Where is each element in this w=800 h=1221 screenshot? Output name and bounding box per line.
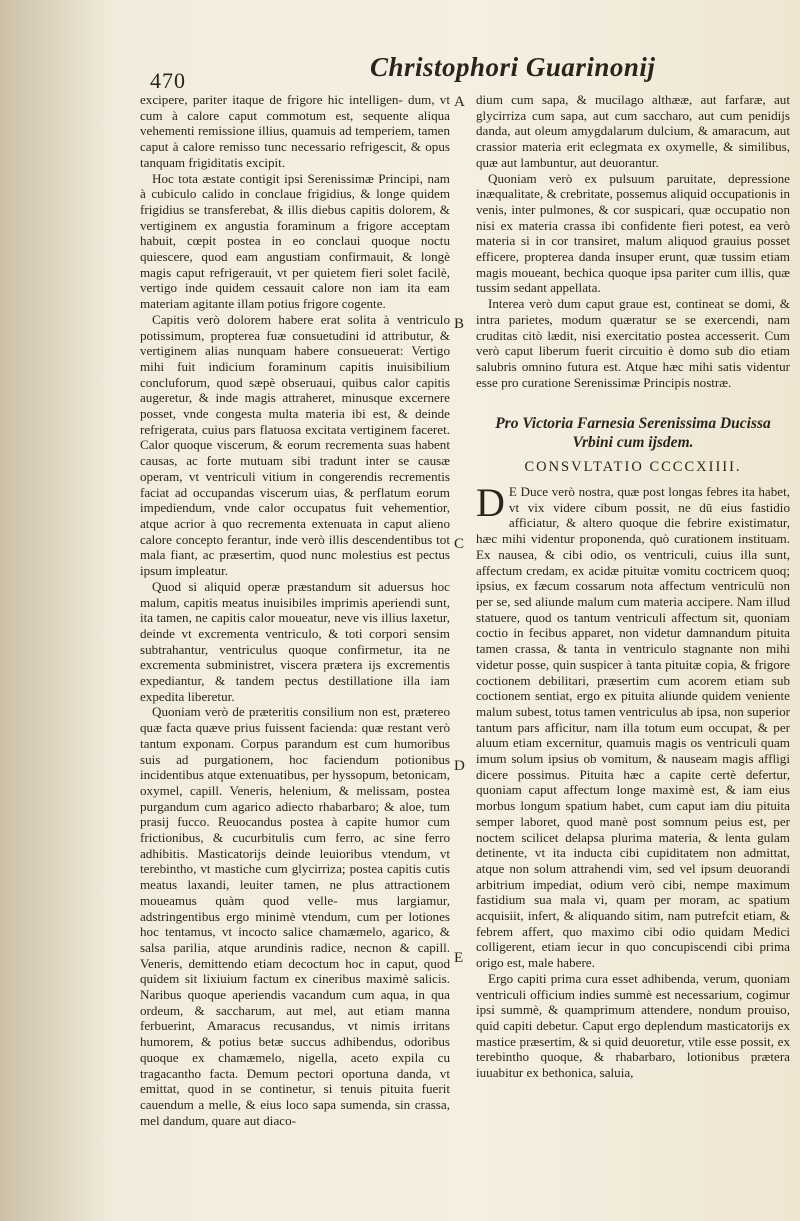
section-title	[476, 414, 790, 452]
drop-cap: D	[476, 480, 505, 526]
left-paragraph-5: Quoniam verò de præteritis consilium non est, prætereo quæ facta quæve prius fuissent facienda: quæ restant verò tantum exponam. Corpus parandum est cum humoribus suis ad purgationem, hoc faciendum potionibus incidentibus atque extenuatibus, per hyssopum, betonicam, oxymel, capill. Veneris, helenium, & melissam, postea purgandum cum agarico adiecto rhabarbaro; & aloe, tum prasij fucco. Reuocandus postea à capite humor cum frictionibus, & cucurbitulis cum ferro, ac sine ferro adhibitis. Masticatorijs deinde leuioribus vtendum, vt terebintho, vt mastiche cum glycirriza; postea capitis cutis meatus laxandi, leuiter tamen, ne plus attractionem moueamus quàm quod velle- mus largiamur, adstringentibus ergo minimè vtendum, cum per lotiones hoc tentamus, vt incocto salice chamæmelo, agarico, & salsa parilia, atque arundinis radice, necnon & capill. Veneris, demittendo etiam decoctum hoc in caput, quod quidem sit lixiuium factum ex cineribus maximè salicis. Naribus quoque aperiendis vacandum cum aqua, in qua ordeum, & saccharum, aut mel, aut etiam manna ferbuerint, Amaracus recusandus, vt nimis irritans humorem, & potius betæ succus adhibendus, odoribus quoque ex chamæmelo, nigella, aceto expila cu tragacantho facta. Demum pectori oportuna danda, vt emittat, quod in se continetur, si tenuis pituita fuerit cauendum a melle, & eius loco sapa sumenda, sin crassa, mel dandum, quare aut diaco-	[140, 704, 450, 1128]
marginal-letter-a: A	[454, 94, 465, 110]
marginal-letters	[451, 90, 473, 1210]
left-paragraph-3: Capitis verò dolorem habere erat solita à ventriculo potissimum, propterea fuæ consuetudini id attributur, & vertiginem alias nunquam habere consueuerat: Vertigo mihi fuit indicium foraminum capitis inuisibilium concluforum, quod sæpè obseruaui, quibus calor capitis augeretur, & inde magis attraheret, minusque excernere posset, vnde congesta multa materia ibi est, & deinde refrigerata, cuius pars flatuosa excitata vertiginem faceret. Calor quoque viscerum, & eorum recrementa suas habent causas, ac forte mutuam sibi tradunt inter se causæ operam, vt ventriculi vitium in congerendis recrementis faciat ad occupandas viscerum uias, & perflatum eorum impediendum, vnde calor occupatus fuit vehementior, atque acrior à quo recrementa extenuata in caput alieno calore concepto ferantur, inde verò illis descendentibus tot mala fiant, ac præsertim, quod nunc molestius est pectus ipsum impleatur.	[140, 311, 450, 579]
marginal-letter-e: E	[454, 950, 464, 966]
spine-shadow	[0, 0, 120, 1221]
left-paragraph-1: excipere, pariter itaque de frigore hic intelligen- dum, vt cum à calore caput commotum est, sequente aliqua vehementi remissione illius, quamuis ad temperiem, tamen caput à calore remisso tunc necessario refrigescit, & opus tanquam frigiditatis excipit.	[140, 92, 450, 170]
marginal-letter-b: B	[454, 316, 465, 332]
left-paragraph-2: Hoc tota æstate contigit ipsi Serenissimæ Principi, nam à cubiculo calido in conclaue frigidius, & longe quidem frigidius se transferebat, & illis diebus capitis dolorem, & vertiginem ex angustia foraminum a frigore acceptam habuit, cœpit postea in eo conclaui quoque noctu quiescere, quod eam angustiam confirmauit, & longè magis caput refrigerauit, vt per quietem fieri solet facilè, vertigo inde quidem cessauit calore non iam ita eam materiam agitante illam potius frigore cogente.	[140, 170, 450, 312]
right-paragraph-3: Interea verò dum caput graue est, contineat se domi, & intra parietes, modum quæratur se se exercendi, nam cruditas citò lædit, nisi exercitatio postea accesserit. Cum verò caput liberum fuerit circuitio è domo sub dio etiam salubris omnino futura est. Atque hæc mihi satis videntur esse pro curatione Serenissimæ Principis nostræ.	[476, 296, 790, 390]
consultatio-paragraph-2: Ergo capiti prima cura esset adhibenda, verum, quoniam ventriculi officium indies summè est necessarium, cogimur ipsi summè, & quamprimum attendere, nondum prouiso, quid capiti debetur. Caput ergo deplendum masticatorijs ex mastice præsertim, & si quid deuoretur, vtile esse possit, ex terebintho quoque, & rhabarbaro, lotionibus prætera iuuabitur ex bethonica, saluia,	[476, 970, 790, 1081]
right-paragraph-1: dium cum sapa, & mucilago althææ, aut farfaræ, aut glycirriza cum sapa, aut cum saccharo, aut cum penidijs danda, aut oleum amygdalarum dulcium, & amaracum, aut crassior materia erit eclegmata ex oxymelle, & similibus, quæ aut lambuntur, aut deuorantur.	[476, 92, 790, 170]
page-number: 470	[150, 68, 186, 93]
consultatio-paragraph-1	[476, 480, 790, 971]
section-title-line-1: Pro Victoria Farnesia Serenissima Ducissa	[495, 415, 771, 433]
marginal-letter-c: C	[454, 536, 465, 552]
running-head: Christophori Guarinonij	[370, 52, 656, 82]
left-paragraph-4: Quod si aliquid operæ præstandum sit aduersus hoc malum, capitis meatus inuisibiles imprimis aperiendi sunt, ita tamen, ne capitis calor moueatur, neve vis illius laxetur, deinde vt excrementa ventriculo, & toti corpori sensim subtrahantur, ventriculus quoque confirmetur, ita ne excrementa subministret, viscera prætera ijs excrementis expediantur, & tandem pectus destillatione illa iam expedita liberetur.	[140, 578, 450, 704]
section-title-line-2: Vrbini cum ijsdem.	[572, 434, 694, 452]
consultatio-paragraph-1-text: E Duce verò nostra, quæ post longas febres ita habet, vt vix videre cibum possit, ne dū eius fastidio afficiatur, & altero quoque die febrire existimatur, hæc mihi videntur proponenda, quò curationem instituam. Ex nausea, & cibi odio, os ventriculi, cuius illa sunt, affectum credam, ex acidæ pituitæ vomitu coctricem quoq; ipsius, ex fæcum cossarum nota affectum ventriculū non per se, sed aliunde malum cum materia accipere. Nam illud statuere, quod os tantum ventriculi affectum sit, quoniam coctio in fecibus apparet, non videtur damnandum pituita tamen crassa, & tanta in ventriculo stagnante non mihi videtur posse, quin suspicer à tanta pituitæ copia, & frigore coctionem debilitari, præsertim cum acorem etiam sub coctionem sentiat, ergo ex pituita aliunde quidem veniente malum subest, totus tamen ventriculus ab ipsa, non superior tantum pars afficitur, nam illa totum eum occupat, & per aluum etiam excernitur, quamuis magis os ventriculi quam imum solum ipsius ob vomitum, & nauseam magis affligi dicere possimus. Pituita hæc a capite certè defertur, quoniam caput affectum longe maximè est, & iam eius morbus longum spatium habet, cum caput iam diu pituita semper laboret, quod manè post somnum peius est, per noctem scilicet delapsa plurima materia, & lenta gulam detinente, vt ita inducta cibi cupiditatem non admittat, atque non solum attrahendi vim, sed vel ipsum deuorandi arbitrium impediat, odium verò cibi, nempe maximum fastidium sua mala vi, quam per moram, ac spatium acquisiit, infert, & aliquando sitim, nam putrefcit etiam, & febrem affert, quo maximo cibi odio quidam Medici colligerent, etiam iecur in quo concupiscendi cibi prima origo est, male habere.	[476, 484, 790, 971]
marginal-letter-d: D	[454, 758, 465, 774]
right-paragraph-2: Quoniam verò ex pulsuum paruitate, depressione inæqualitate, & crebritate, possemus aliquid occupationis in venis, inter pulmones, & cor suspicari, quæ occupatio non nisi ex materia crassa ibi confidente fieri potest, ea verò materia si in cor transiret, malum aliquod grauius posset efficere, propterea danda insuper erunt, quæ tussim etiam magis moueant, bechica quoque ipsa pariter cum illis, quæ tussim sedant appellata.	[476, 170, 790, 296]
consultatio-heading: CONSVLTATIO CCCCXIIII.	[524, 459, 742, 476]
right-column	[476, 92, 790, 1081]
left-column	[140, 92, 450, 1128]
